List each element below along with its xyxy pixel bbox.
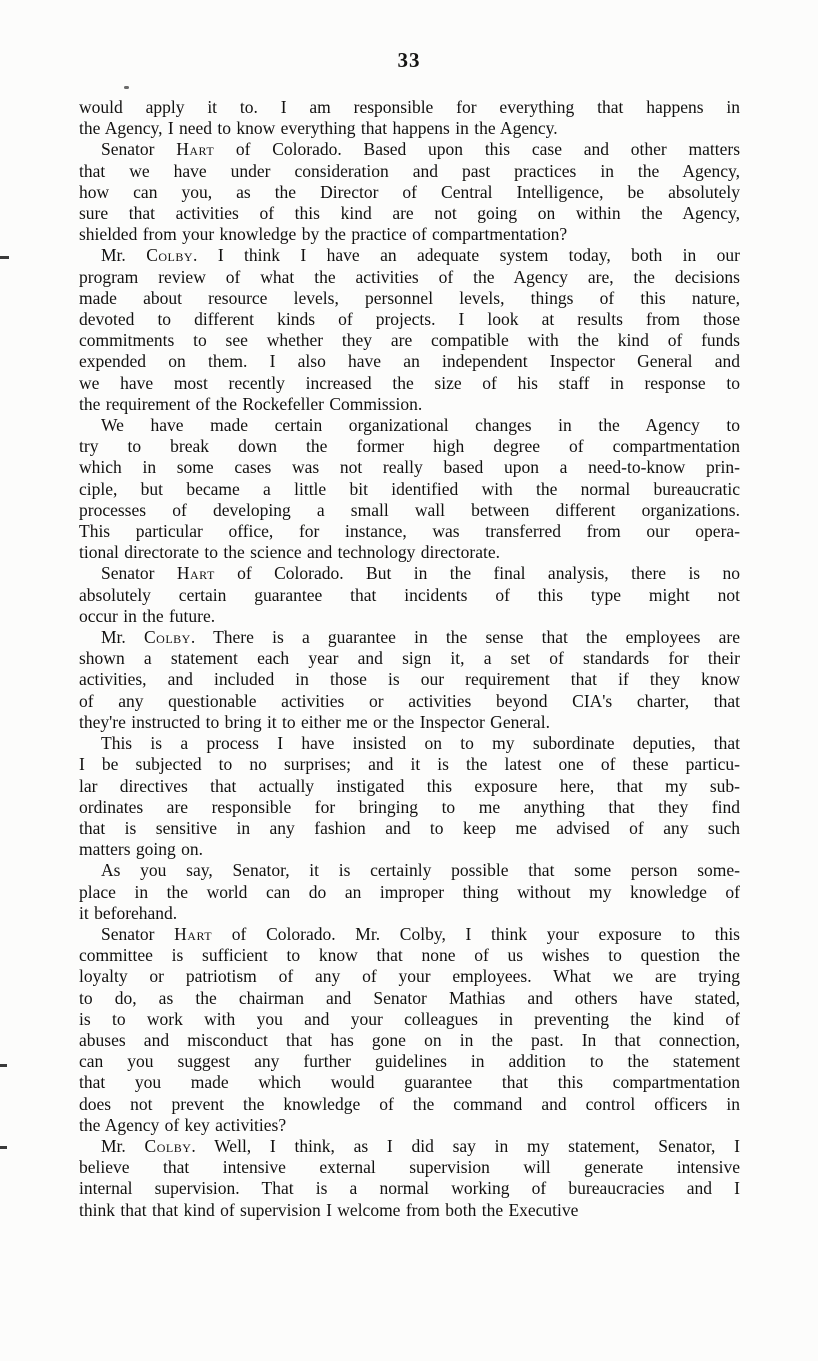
text-line: is to work with you and your colleagues in preventing the kind of bbox=[79, 1008, 740, 1029]
text-line: that we have under consideration and past practices in the Agency, bbox=[79, 160, 740, 181]
text-line: try to break down the former high degree of compartmentation bbox=[79, 436, 740, 457]
text-line: they're instructed to bring it to either me or the Inspector General. bbox=[79, 711, 550, 732]
text-line: processes of developing a small wall between different organizations. bbox=[79, 499, 740, 520]
paragraph bbox=[79, 415, 740, 563]
text-line: of any questionable activities or activities beyond CIA's charter, that bbox=[79, 690, 740, 711]
text-line: abuses and misconduct that has gone on in the past. In that connection, bbox=[79, 1029, 740, 1050]
text-line: Mr. Colby. Well, I think, as I did say in my statement, Senator, I bbox=[101, 1135, 740, 1156]
text-line: As you say, Senator, it is certainly possible that some person some- bbox=[101, 860, 740, 881]
paragraph bbox=[79, 139, 740, 245]
text-line: would apply it to. I am responsible for everything that happens in bbox=[79, 97, 740, 117]
text-line: tional directorate to the science and technology directorate. bbox=[79, 542, 500, 563]
scan-mark bbox=[0, 1064, 7, 1067]
text-line: Senator Hart of Colorado. Based upon this case and other matters bbox=[101, 139, 740, 160]
scan-speck bbox=[124, 86, 129, 89]
paragraph bbox=[79, 563, 740, 627]
text-line: ciple, but became a little bit identified with the normal bureaucratic bbox=[79, 478, 740, 499]
text-line: sure that activities of this kind are not going on within the Agency, bbox=[79, 203, 740, 224]
text-line: shown a statement each year and sign it, a set of standards for their bbox=[79, 648, 740, 669]
text-line: place in the world can do an improper thing without my knowledge of bbox=[79, 881, 740, 902]
text-line: we have most recently increased the size of his staff in response to bbox=[79, 372, 740, 393]
text-line: does not prevent the knowledge of the command and control officers in bbox=[79, 1093, 740, 1114]
text-line: shielded from your knowledge by the practice of compartmentation? bbox=[79, 224, 568, 245]
text-line: program review of what the activities of the Agency are, the decisions bbox=[79, 266, 740, 287]
text-line: the Agency of key activities? bbox=[79, 1114, 287, 1135]
paragraph bbox=[79, 733, 740, 860]
text-line: Senator Hart of Colorado. Mr. Colby, I think your exposure to this bbox=[101, 923, 740, 944]
text-line: committee is sufficient to know that none of us wishes to question the bbox=[79, 945, 740, 966]
small-caps-name: Colby bbox=[146, 245, 194, 266]
text-line: loyalty or patriotism of any of your employees. What we are trying bbox=[79, 966, 740, 987]
text-line: This particular office, for instance, was transferred from our opera- bbox=[79, 521, 740, 542]
text-line: commitments to see whether they are compatible with the kind of funds bbox=[79, 330, 740, 351]
small-caps-name: Colby bbox=[144, 1135, 192, 1156]
scan-mark bbox=[0, 256, 9, 259]
text-line: We have made certain organizational changes in the Agency to bbox=[101, 415, 740, 436]
scan-mark bbox=[0, 1146, 7, 1149]
paragraph bbox=[79, 1136, 740, 1221]
text-line: how can you, as the Director of Central Intelligence, be absolutely bbox=[79, 181, 740, 202]
text-line: think that that kind of supervision I welcome from both the Executive bbox=[79, 1199, 579, 1220]
text-line: activities, and included in those is our requirement that if they know bbox=[79, 669, 740, 690]
small-caps-name: Colby bbox=[144, 627, 191, 648]
text-line: Senator Hart of Colorado. But in the final analysis, there is no bbox=[101, 563, 741, 584]
small-caps-name: Hart bbox=[176, 563, 215, 584]
text-line: ordinates are responsible for bringing to me anything that they find bbox=[79, 796, 740, 817]
paragraph bbox=[79, 924, 740, 1136]
text-line: internal supervision. That is a normal working of bureaucracies and I bbox=[79, 1178, 740, 1199]
text-line: that is sensitive in any fashion and to keep me advised of any such bbox=[79, 817, 740, 838]
text-line: that you made which would guarantee that this compartmentation bbox=[79, 1072, 740, 1093]
text-line: the requirement of the Rockefeller Commission. bbox=[79, 393, 423, 414]
text-line: I be subjected to no surprises; and it is the latest one of these particu- bbox=[79, 754, 740, 775]
text-line: made about resource levels, personnel levels, things of this nature, bbox=[79, 287, 740, 308]
page-number: 33 bbox=[397, 48, 421, 72]
text-line: This is a process I have insisted on to my subordinate deputies, that bbox=[101, 733, 740, 754]
text-line: expended on them. I also have an independent Inspector General and bbox=[79, 351, 740, 372]
document-body bbox=[79, 97, 740, 1221]
paragraph bbox=[79, 860, 740, 924]
paragraph bbox=[79, 97, 740, 139]
text-line: believe that intensive external supervision will generate intensive bbox=[79, 1157, 740, 1178]
text-line: absolutely certain guarantee that incidents of this type might not bbox=[79, 584, 740, 605]
text-line: the Agency, I need to know everything that happens in the Agency. bbox=[79, 118, 558, 139]
text-line: can you suggest any further guidelines in addition to the statement bbox=[79, 1051, 740, 1072]
paragraph bbox=[79, 245, 740, 415]
text-line: Mr. Colby. I think I have an adequate system today, both in our bbox=[101, 245, 740, 266]
small-caps-name: Hart bbox=[176, 139, 215, 160]
text-line: devoted to different kinds of projects. I look at results from those bbox=[79, 309, 740, 330]
small-caps-name: Hart bbox=[174, 923, 213, 944]
text-line: to do, as the chairman and Senator Mathias and others have stated, bbox=[79, 987, 740, 1008]
paragraph bbox=[79, 627, 740, 733]
text-line: it beforehand. bbox=[79, 902, 178, 923]
text-line: matters going on. bbox=[79, 839, 203, 860]
text-line: occur in the future. bbox=[79, 605, 216, 626]
text-line: Mr. Colby. There is a guarantee in the sense that the employees are bbox=[101, 627, 740, 648]
text-line: lar directives that actually instigated this exposure here, that my sub- bbox=[79, 775, 740, 796]
text-line: which in some cases was not really based upon a need-to-know prin- bbox=[79, 457, 740, 478]
